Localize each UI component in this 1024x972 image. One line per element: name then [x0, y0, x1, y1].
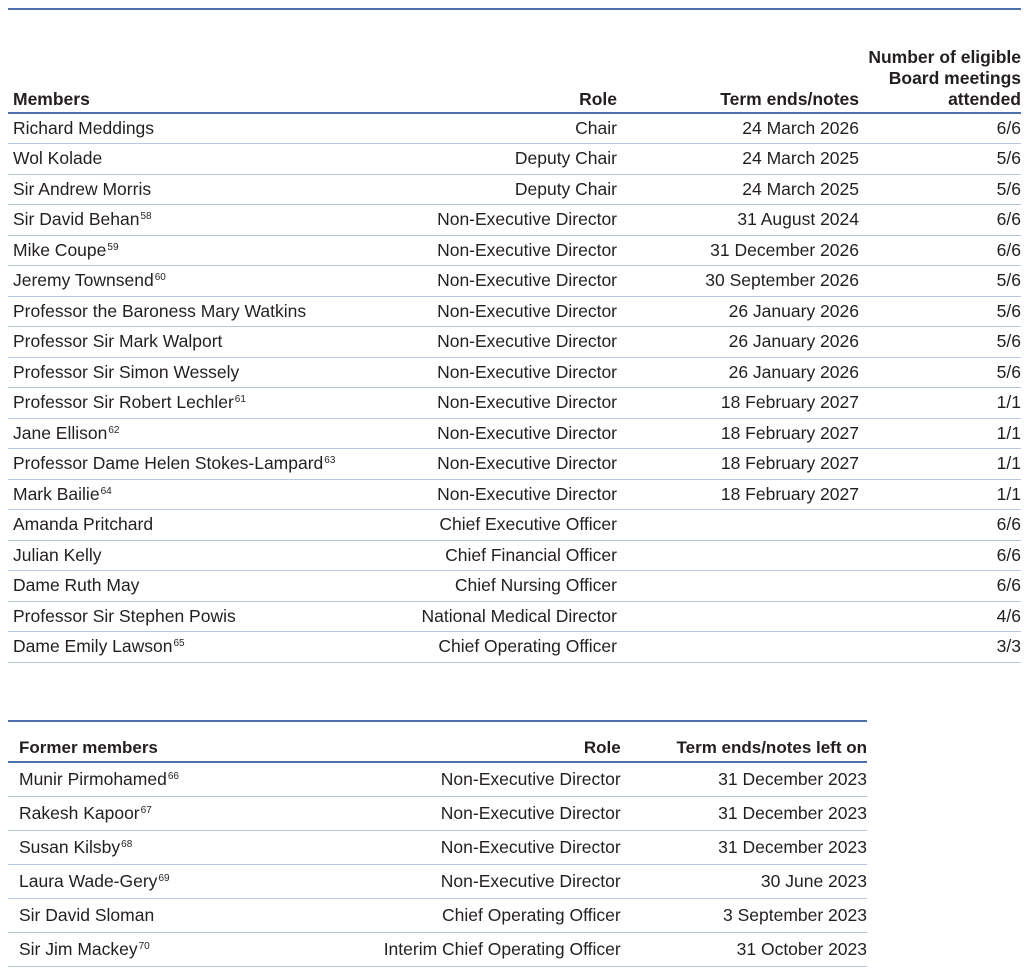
table-row — [8, 235, 1021, 266]
term-cell: 24 March 2025 — [742, 148, 859, 169]
term-cell: 31 December 2026 — [710, 239, 859, 260]
attended-cell: 5/6 — [996, 178, 1021, 199]
attended-cell: 5/6 — [996, 148, 1021, 169]
role-header: Role — [579, 89, 617, 109]
role-cell: Chief Executive Officer — [439, 514, 617, 535]
member-name: Wol Kolade — [13, 148, 103, 169]
footnote-ref: 60 — [154, 272, 166, 284]
member-name-cell — [8, 418, 385, 449]
attended-cell: 4/6 — [996, 605, 1021, 626]
role-cell: Non-Executive Director — [437, 453, 617, 474]
footnote-ref: 66 — [167, 770, 179, 782]
table-row — [8, 449, 1021, 480]
member-name: Sir David Sloman — [19, 904, 155, 925]
role-cell: Non-Executive Director — [437, 392, 617, 413]
attended-cell: 6/6 — [996, 209, 1021, 230]
term-cell: 31 August 2024 — [737, 209, 859, 230]
header-row — [8, 9, 1021, 113]
table-row — [8, 296, 1021, 327]
header-row — [8, 721, 867, 762]
member-name-cell — [8, 796, 373, 830]
term-cell: 18 February 2027 — [720, 453, 859, 474]
attended-cell: 1/1 — [996, 392, 1021, 413]
term-cell — [617, 601, 859, 632]
footnote-ref: 59 — [107, 241, 119, 253]
member-name: Mark Bailie — [13, 483, 100, 504]
attended-cell: 6/6 — [996, 118, 1021, 138]
footnote-ref: 64 — [100, 485, 112, 497]
role-cell: Non-Executive Director — [440, 870, 621, 891]
table-row — [8, 571, 1021, 602]
member-name-cell — [8, 864, 373, 898]
member-name-cell — [8, 235, 385, 266]
term-cell — [617, 510, 859, 541]
role-cell: Non-Executive Director — [437, 209, 617, 230]
member-name-cell — [8, 540, 385, 571]
member-name: Dame Emily Lawson — [13, 636, 173, 657]
member-name: Mike Coupe — [13, 239, 107, 260]
member-name: Amanda Pritchard — [13, 514, 154, 535]
role-cell: Non-Executive Director — [440, 768, 621, 789]
table-row — [8, 418, 1021, 449]
attended-cell: 6/6 — [996, 239, 1021, 260]
role-cell: Non-Executive Director — [437, 270, 617, 291]
role-cell: Chair — [575, 118, 617, 138]
member-name-cell — [8, 932, 373, 966]
term-cell — [617, 571, 859, 602]
attended-cell: 6/6 — [996, 514, 1021, 535]
table-row — [8, 479, 1021, 510]
member-name-cell — [8, 174, 385, 205]
attended-cell: 6/6 — [996, 575, 1021, 596]
table-row — [8, 113, 1021, 144]
member-name: Sir David Behan — [13, 209, 140, 230]
member-name-cell — [8, 571, 385, 602]
term-header: Term ends/notes — [720, 89, 859, 109]
footnote-ref: 58 — [140, 211, 152, 223]
term-cell: 26 January 2026 — [728, 361, 859, 382]
table-row — [8, 796, 867, 830]
term-left-cell: 31 October 2023 — [736, 938, 867, 959]
attended-cell: 5/6 — [996, 331, 1021, 352]
role-cell: National Medical Director — [421, 605, 617, 626]
member-name-cell — [8, 113, 385, 144]
attended-cell: 1/1 — [996, 422, 1021, 443]
footnote-ref: 63 — [324, 455, 336, 467]
member-name-cell — [8, 357, 385, 388]
member-name-cell — [8, 830, 373, 864]
member-name-cell — [8, 510, 385, 541]
term-left-cell: 30 June 2023 — [760, 870, 867, 891]
member-name: Dame Ruth May — [13, 575, 140, 596]
member-name: Professor Sir Mark Walport — [13, 331, 223, 352]
term-cell: 30 September 2026 — [705, 270, 859, 291]
term-cell — [617, 632, 859, 663]
role-cell: Non-Executive Director — [437, 361, 617, 382]
table-row — [8, 510, 1021, 541]
member-name-cell — [8, 632, 385, 663]
role-cell: Deputy Chair — [514, 178, 617, 199]
member-name-cell — [8, 449, 385, 480]
term-left-cell: 31 December 2023 — [718, 802, 867, 823]
member-name: Munir Pirmohamed — [19, 768, 167, 789]
member-name: Professor Sir Simon Wessely — [13, 361, 240, 382]
table-row — [8, 205, 1021, 236]
term-left-cell: 31 December 2023 — [718, 836, 867, 857]
member-name: Julian Kelly — [13, 544, 102, 565]
role-cell: Non-Executive Director — [437, 422, 617, 443]
footnote-ref: 65 — [173, 638, 185, 650]
table-row — [8, 932, 867, 966]
member-name-cell — [8, 266, 385, 297]
member-name-cell — [8, 296, 385, 327]
role-cell: Chief Operating Officer — [442, 904, 621, 925]
table-row — [8, 762, 867, 796]
table-row — [8, 898, 867, 932]
role-cell: Non-Executive Director — [437, 300, 617, 321]
attended-cell: 1/1 — [996, 453, 1021, 474]
term-cell: 24 March 2025 — [742, 178, 859, 199]
term-cell: 18 February 2027 — [720, 392, 859, 413]
table-row — [8, 388, 1021, 419]
role-cell: Non-Executive Director — [440, 802, 621, 823]
member-name-cell — [8, 762, 373, 796]
table-row — [8, 864, 867, 898]
former-members-header: Former members — [19, 738, 158, 757]
term-cell — [617, 540, 859, 571]
role-cell: Non-Executive Director — [437, 239, 617, 260]
table-row — [8, 632, 1021, 663]
members-header: Members — [13, 89, 90, 109]
member-name: Richard Meddings — [13, 118, 155, 138]
term-left-header: Term ends/notes left on — [676, 738, 867, 757]
member-name-cell — [8, 327, 385, 358]
role-cell: Deputy Chair — [514, 148, 617, 169]
term-cell: 18 February 2027 — [720, 483, 859, 504]
table-row — [8, 266, 1021, 297]
attended-cell: 1/1 — [996, 483, 1021, 504]
role-cell: Chief Financial Officer — [445, 544, 617, 565]
attended-cell: 5/6 — [996, 270, 1021, 291]
term-left-cell: 3 September 2023 — [723, 904, 867, 925]
role-cell: Non-Executive Director — [440, 836, 621, 857]
footnote-ref: 62 — [108, 424, 120, 436]
member-name: Jane Ellison — [13, 422, 108, 443]
term-cell: 26 January 2026 — [728, 331, 859, 352]
member-name-cell — [8, 144, 385, 175]
table-row — [8, 601, 1021, 632]
role-cell: Chief Operating Officer — [438, 636, 617, 657]
table-row — [8, 540, 1021, 571]
role-cell: Chief Nursing Officer — [454, 575, 617, 596]
member-name-cell — [8, 898, 373, 932]
member-name: Professor Sir Stephen Powis — [13, 605, 236, 626]
table-row — [8, 144, 1021, 175]
attended-header: Number of eligible Board meetings attended — [868, 47, 1021, 109]
footnote-ref: 61 — [234, 394, 246, 406]
role-cell: Interim Chief Operating Officer — [383, 938, 621, 959]
member-name: Professor Sir Robert Lechler — [13, 392, 234, 413]
board-members-table — [8, 8, 1021, 663]
member-name: Sir Andrew Morris — [13, 178, 152, 199]
member-name: Sir Jim Mackey — [19, 938, 138, 959]
table-row — [8, 830, 867, 864]
term-cell: 24 March 2026 — [742, 118, 859, 138]
member-name: Jeremy Townsend — [13, 270, 154, 291]
member-name: Susan Kilsby — [19, 836, 121, 857]
attended-cell: 5/6 — [996, 300, 1021, 321]
member-name: Professor Dame Helen Stokes-Lampard — [13, 453, 324, 474]
member-name-cell — [8, 205, 385, 236]
table-row — [8, 327, 1021, 358]
term-left-cell: 31 December 2023 — [718, 768, 867, 789]
role-cell: Non-Executive Director — [437, 483, 617, 504]
table-row — [8, 174, 1021, 205]
term-cell: 18 February 2027 — [720, 422, 859, 443]
table-row — [8, 357, 1021, 388]
member-name-cell — [8, 601, 385, 632]
attended-cell: 6/6 — [996, 544, 1021, 565]
role-cell: Non-Executive Director — [437, 331, 617, 352]
member-name: Professor the Baroness Mary Watkins — [13, 300, 307, 321]
footnote-ref: 69 — [158, 872, 170, 884]
footnote-ref: 67 — [140, 804, 152, 816]
member-name: Rakesh Kapoor — [19, 802, 140, 823]
member-name: Laura Wade-Gery — [19, 870, 158, 891]
term-cell: 26 January 2026 — [728, 300, 859, 321]
member-name-cell — [8, 479, 385, 510]
attended-cell: 5/6 — [996, 361, 1021, 382]
footnote-ref: 70 — [138, 940, 150, 952]
attended-cell: 3/3 — [996, 636, 1021, 657]
role-header: Role — [583, 738, 621, 757]
footnote-ref: 68 — [121, 838, 133, 850]
member-name-cell — [8, 388, 385, 419]
former-members-table — [8, 720, 867, 967]
